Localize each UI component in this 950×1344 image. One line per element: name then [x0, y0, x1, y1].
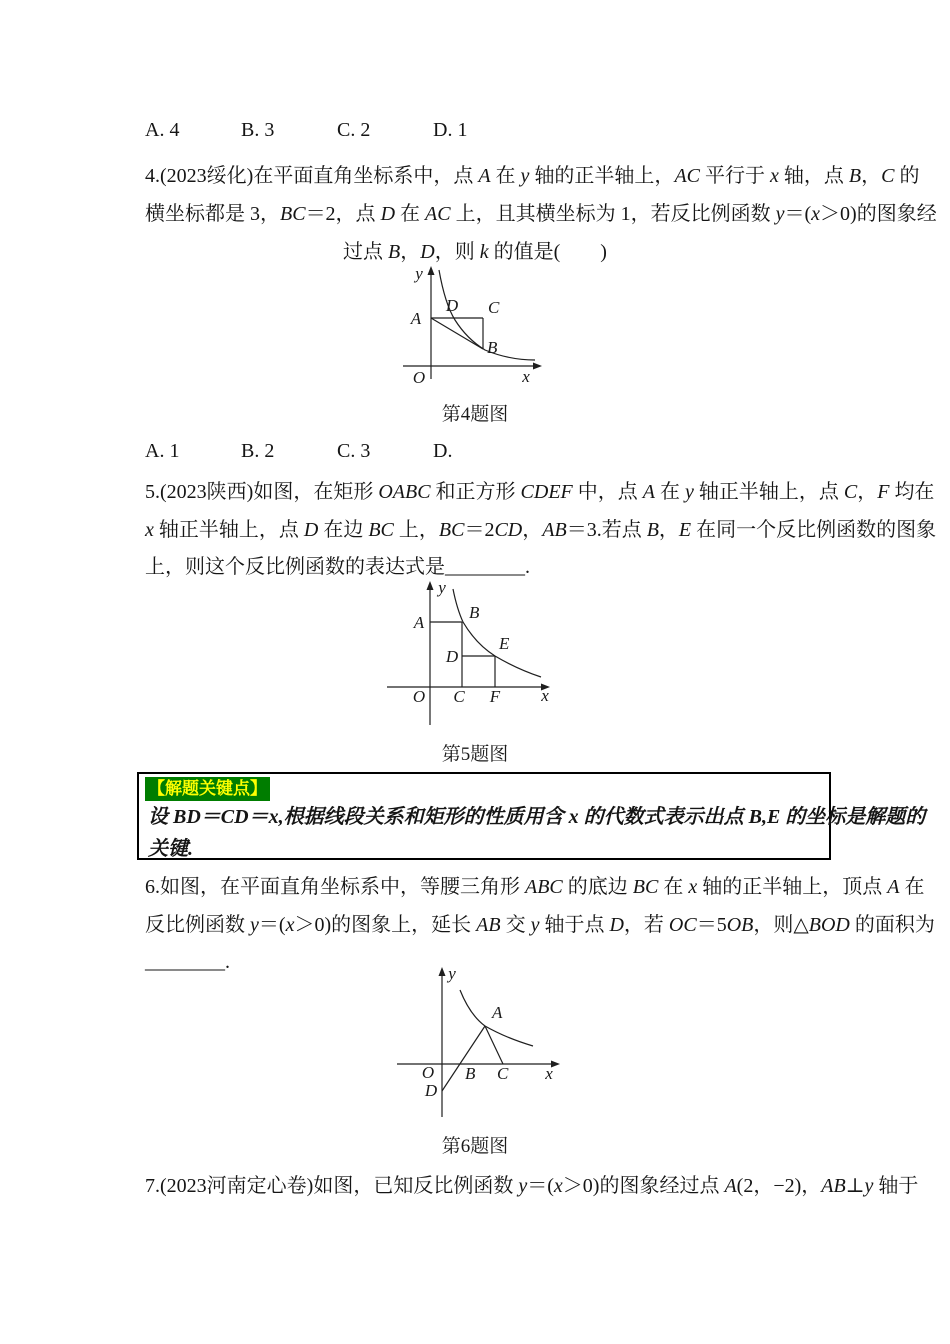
problem-5-line-1: 5.(2023陕西)如图，在矩形 OABC 和正方形 CDEF 中，点 A 在 y 轴正半轴上，点 C，F 均在	[145, 481, 935, 503]
problem-5-line-2: x 轴正半轴上，点 D 在边 BC 上，BC＝2CD，AB＝3.若点 B，E 在同一个反比例函数的图象	[145, 519, 937, 541]
problem-5-line-3: 上，则这个反比例函数的表达式是________.	[145, 556, 530, 578]
problem-6-line-1: 6.如图，在平面直角坐标系中，等腰三角形 ABC 的底边 BC 在 x 轴的正半轴上，顶点 A 在	[145, 876, 925, 898]
option-c: C. 3	[337, 440, 371, 462]
problem-6-line-2: 反比例函数 y＝(x＞0)的图象上，延长 AB 交 y 轴于点 D，若 OC＝5OB，则△BOD 的面积为	[145, 914, 935, 936]
figure-6	[393, 965, 583, 1125]
figure5-point-e-label: E	[499, 634, 510, 653]
figure-5-caption: 第5题图	[441, 744, 509, 765]
figure5-hyperbola-curve	[453, 589, 541, 677]
option-a: A. 1	[145, 440, 180, 462]
figure6-point-a-label: A	[492, 1003, 503, 1022]
figure4-y-axis-label: y	[415, 264, 423, 283]
option-a: A. 4	[145, 119, 180, 141]
options-row-2	[145, 440, 529, 463]
figure6-x-axis-label: x	[545, 1064, 553, 1083]
figure5-x-axis-label: x	[541, 686, 549, 705]
figure5-origin-label: O	[412, 687, 426, 706]
option-b: B. 2	[241, 440, 275, 462]
figure6-axes	[397, 967, 560, 1117]
figure6-point-b-label: B	[465, 1064, 476, 1083]
keypoint-text-line-2: 关键.	[148, 838, 193, 860]
figure6-y-axis-label: y	[448, 965, 456, 983]
figure-4	[395, 264, 615, 396]
options-row-1	[145, 119, 529, 142]
figure6-point-c-label: C	[497, 1064, 509, 1083]
problem-4-line-2: 横坐标都是 3，BC＝2，点 D 在 AC 上，且其横坐标为 1，若反比例函数 y＝(x＞0)的图象经	[145, 203, 937, 225]
figure4-x-axis-label: x	[522, 367, 530, 386]
figure-5	[383, 579, 578, 731]
keypoint-text-line-1: 设 BD＝CD＝x,根据线段关系和矩形的性质用含 x 的代数式表示出点 B,E 的坐标是解题的	[148, 806, 926, 828]
option-d: D. 1	[433, 119, 468, 141]
figure5-point-a-label: A	[413, 613, 425, 632]
problem-6-line-3: ________.	[145, 951, 230, 973]
problem-7-line-1: 7.(2023河南定心卷)如图，已知反比例函数 y＝(x＞0)的图象经过点 A(2，−2)，AB⊥y 轴于	[145, 1175, 919, 1197]
figure4-axes	[403, 266, 542, 379]
figure5-point-b-label: B	[469, 603, 480, 622]
figure6-point-d-label: D	[424, 1081, 438, 1100]
figure4-origin-label: O	[412, 368, 426, 387]
option-d: D.	[433, 440, 453, 462]
keypoint-box	[137, 772, 926, 860]
figure6-origin-label: O	[421, 1063, 435, 1082]
figure4-point-d-label: D	[445, 296, 459, 315]
figure-4-caption: 第4题图	[441, 404, 509, 425]
figure-6-caption: 第6题图	[441, 1136, 509, 1157]
problem-4-line-1: 4.(2023绥化)在平面直角坐标系中，点 A 在 y 轴的正半轴上，AC 平行于 x 轴，点 B，C 的	[145, 165, 920, 187]
option-b: B. 3	[241, 119, 275, 141]
figure5-y-axis-label: y	[438, 579, 446, 597]
figure5-point-f-label: F	[489, 687, 501, 706]
option-c: C. 2	[337, 119, 371, 141]
figure4-point-b-label: B	[487, 338, 498, 357]
figure4-point-c-label: C	[488, 298, 500, 317]
figure5-point-c-label: C	[453, 687, 465, 706]
figure5-point-d-label: D	[445, 647, 459, 666]
problem-4-line-3: 过点 B，D，则 k 的值是( )	[343, 241, 607, 263]
figure4-point-a-label: A	[410, 309, 422, 328]
keypoint-badge: 【解题关键点】	[145, 777, 270, 801]
figure5-construction-lines	[430, 622, 495, 687]
